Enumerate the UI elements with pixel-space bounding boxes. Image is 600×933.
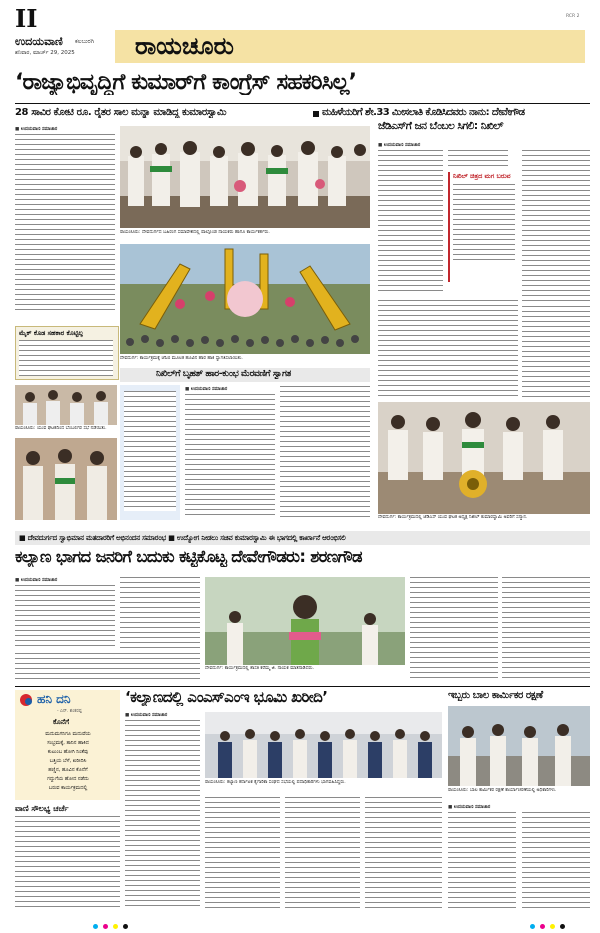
side-headline: ಜೆಡಿಎಸ್‌ಗೆ ಜನ ಬೆಂಬಲ ಸಿಗಲಿ: ನಿಖಿಲ್ — [378, 120, 504, 132]
third-body-text-3 — [285, 797, 360, 910]
print-registration-marks — [530, 914, 565, 933]
column-logo-dot-2 — [25, 698, 32, 705]
nikhil-headline-box — [120, 368, 370, 382]
nikhil-byline: ■ ಉದಯವಾಣಿ ಸಮಾಚಾರ — [185, 387, 228, 392]
side-photo — [378, 402, 590, 514]
nikhil-body-text-2 — [280, 386, 370, 518]
poem-line: ಬರುವ ಕಾರ್ಯಕ್ರಮದಲ್ಲಿ — [48, 785, 88, 791]
fourth-photo-caption: ರಾಯಚೂರು: ಬಾಲ ಕಾರ್ಮಿಕರ ರಕ್ಷಣೆ ಕಾರ್ಯಾಚರಣೆಯಲ್ಲಿ ಅಧಿಕಾರಿಗಳು. — [448, 788, 557, 793]
fourth-byline: ■ ಉದಯವಾಣಿ ಸಮಾಚಾರ — [448, 805, 491, 810]
nikhil-body-text-1 — [185, 394, 275, 518]
second-byline: ■ ಉದಯವಾಣಿ ಸಮಾಚಾರ — [15, 578, 58, 583]
side-body-text-5 — [522, 306, 590, 398]
box-story — [15, 326, 119, 380]
print-registration-marks — [93, 914, 128, 933]
poem-line: ಮದುಮಗನಿಗೂ ಮದುವೆಯ — [45, 731, 91, 737]
brief-title: ವಾಣಿ ಸೌಲಭ್ಯ ಚರ್ಚೆ — [15, 804, 69, 813]
brief-text — [15, 816, 120, 911]
edition: ಕಲಬುರಗಿ — [75, 38, 95, 45]
side-body-text-3 — [522, 150, 590, 302]
third-headline: ‘ಕಲ್ಯಾಣದಲ್ಲಿ ಎಂಎಸ್‌ಎಂಇ ಭೂಮಿ ಖರೀದಿ’ — [125, 688, 328, 706]
side-pullquote-text — [453, 184, 515, 264]
nikhil-headline: ನಿಖಿಲ್‌ಗೆ ಬೃಹತ್ ಹಾರ-ಕುಂಭ ಮೆರವಣಿಗೆ ಸ್ವಾಗತ — [156, 369, 291, 379]
lead-photo-caption-2: ದೇವದುರ್ಗ: ಕಾರ್ಯಕ್ರಮಕ್ಕೆ ಜೆಸಿಬಿ ಮೂಲಕ ಹೂವಿನ ಹಾರ ಹಾಕಿ ಸ್ವಾಗತಿಸಲಾಯಿತು. — [120, 356, 243, 361]
lead-photo-stage — [120, 126, 370, 228]
corner-code: RCR 2 — [566, 14, 580, 19]
nikhil-photo-left — [15, 385, 117, 425]
lead-subhead-right: ಮಹಿಳೆಯರಿಗೆ ಶೇ.33 ಮೀಸಲಾತಿ ಕೊಡಿಸಿದವರು ನಾನು: ದೇವೇಗೌಡ — [322, 107, 525, 118]
third-photo — [205, 712, 442, 778]
third-byline: ■ ಉದಯವಾಣಿ ಸಮಾಚಾರ — [125, 713, 168, 718]
poem-line: ಸಂಭ್ರಮಕ್ಕೆ, ತಾನಿನ ಹಾಕಿದ — [47, 740, 89, 746]
separator-square — [313, 111, 319, 117]
lead-headline: ‘ರಾಜ್ಯಾಭಿವೃದ್ಧಿಗೆ ಕುಮಾರ್‌ಗೆ ಕಾಂಗ್ರೆಸ್‌ ಸಹಕರಿಸಿಲ್ಲ’ — [15, 70, 357, 95]
second-body-text-3 — [410, 577, 498, 682]
lead-photo-crowd — [120, 244, 370, 354]
issue-date: ಶನಿವಾರ, ಮಾರ್ಚ್ 29, 2025 — [15, 50, 75, 56]
poem-line: ಬತ್ತಿಯ ಬೆಳೆ, ಖರೀದಿಸಿ — [49, 758, 87, 764]
column-author: - ಎನ್. ಶಂಕರಪ್ಪ — [57, 709, 82, 714]
poem-lines — [21, 730, 115, 793]
poem-line: ಕುಟುಂಬ ಹೋಗಿ ನಿಂತೆವು — [47, 749, 89, 755]
third-photo-caption: ರಾಯಚೂರು: ಕಲ್ಯಾಣ ಕರ್ನಾಟಕ ಕೈಗಾರಿಕಾ ಸಂಘದ ಸಭೆಯಲ್ಲಿ ಪದಾಧಿಕಾರಿಗಳು ಭಾಗವಹಿಸಿದ್ದರು. — [205, 780, 346, 785]
divider — [15, 103, 590, 104]
lead-body-text — [15, 134, 115, 312]
second-body-text-1 — [15, 585, 115, 650]
second-photo-caption: ದೇವದುರ್ಗ: ಕಾರ್ಯಕ್ರಮದಲ್ಲಿ ಶಾಸಕಿ ಕರೆಮ್ಮ ಜಿ. ನಾಯಕ ಮಾತನಾಡಿದರು. — [205, 666, 315, 671]
fourth-body-text-2 — [522, 812, 590, 910]
side-body-text-1 — [378, 150, 443, 295]
fourth-photo — [448, 706, 590, 786]
side-photo-caption: ದೇವದುರ್ಗ: ಕಾರ್ಯಕ್ರಮದಲ್ಲಿ ಜೆಡಿಎಸ್ ಯುವ ಘಟಕ ಅಧ್ಯಕ್ಷ ನಿಖಿಲ್ ಕುಮಾರಸ್ವಾಮಿ ಅವರಿಗೆ ಸನ್ಮಾನ. — [378, 515, 528, 520]
section-title: ರಾಯಚೂರು — [135, 32, 234, 60]
page-number: II — [15, 4, 38, 33]
nikhil-inset-text — [124, 391, 176, 511]
fourth-headline: ಇಬ್ಬರು ಬಾಲ ಕಾರ್ಮಿಕರ ರಕ್ಷಣೆ — [448, 690, 543, 701]
banner-strip — [15, 531, 590, 545]
lead-subhead-left: 28 ಸಾವಿರ ಕೋಟಿ ರೂ. ರೈತರ ಸಾಲ ಮನ್ನಾ ಮಾಡಿದ್ದ ಕುಮಾರಸ್ವಾಮಿ — [15, 107, 227, 118]
nikhil-photo-left-2 — [15, 438, 117, 520]
second-body-text-2 — [120, 577, 200, 650]
side-byline: ■ ಉದಯವಾಣಿ ಸಮಾಚಾರ — [378, 143, 421, 148]
fourth-body-text-1 — [448, 812, 516, 910]
second-photo — [205, 577, 405, 665]
masthead — [0, 0, 600, 70]
column-box — [15, 690, 120, 800]
column-brand: ಹನಿ ದನಿ — [37, 692, 71, 706]
lead-byline: ■ ಉದಯವಾಣಿ ಸಮಾಚಾರ — [15, 127, 58, 132]
poem-title: ಕೊನೆಗೆ — [53, 718, 70, 726]
poem-line: ಹಣ್ಣಿನ, ಹೂವಿನ ಕೊನೆಗೆ — [48, 767, 88, 773]
side-body-text-4 — [378, 300, 518, 398]
banner-text: ■ ದೇವದುರ್ಗದ ಸ್ವಾಭಿಮಾನ ಮತದಾರರಿಗೆ ಅಭಿನಂದನ ಸಮಾರಂಭ ■ ಉದ್ಯೋಗ ನೀಡಲು ಸಚಿವ ಕುಮಾರಸ್ವಾಮಿ ಈ ಭಾಗದಲ್ಲಿ ಕಾರ್ಖಾನೆ ಆರಂಭಿಸಲಿ — [19, 533, 346, 542]
section-banner — [115, 30, 585, 63]
third-body-text-1 — [125, 720, 200, 910]
poem-line: ಗದ್ದುಗೆಯ ಹೋದ ನಡೆದು — [47, 776, 89, 782]
third-body-text-4 — [365, 797, 442, 910]
box-story-text — [19, 340, 113, 376]
third-body-text-2 — [205, 797, 280, 910]
divider — [15, 686, 590, 687]
lead-photo-caption-1: ರಾಯಚೂರು: ದೇವದುರ್ಗದ ಬಹಿರಂಗ ಸಮಾವೇಶದಲ್ಲಿ ಪಾಲ್ಗೊಂಡ ನಾಯಕರು ಹಾಗೂ ಕಾರ್ಯಕರ್ತರು. — [120, 230, 270, 235]
side-body-text-2 — [448, 150, 508, 170]
second-body-text-5 — [15, 653, 200, 683]
side-pullquote-title: ನಿಖಿಲ್‌ ಚಿತ್ರದ ಮಗ ಬರುವ — [453, 172, 511, 180]
nikhil-inset-box — [120, 385, 180, 520]
second-headline: ಕಲ್ಯಾಣ ಭಾಗದ ಜನರಿಗೆ ಬದುಕು ಕಟ್ಟಿಕೊಟ್ಟ ದೇವೇಗೌಡರು: ಶರಣಗೌಡ — [15, 547, 362, 566]
paper-name: ಉದಯವಾಣಿ — [15, 35, 63, 48]
second-body-text-4 — [502, 577, 590, 682]
side-pullquote — [448, 172, 523, 282]
box-story-title: ಮೈಕ್ ಕೊಡ ಸಹಕಾರ ಕೊಟ್ಟಿಲ್ಲ — [19, 329, 84, 337]
box-photo-caption: ರಾಯಚೂರು: ಯುವ ಘಟಕದಿಂದ ಬೆಂಬಲಿಗರ ಸಭೆ ನಡೆಯಿತು. — [15, 426, 107, 431]
